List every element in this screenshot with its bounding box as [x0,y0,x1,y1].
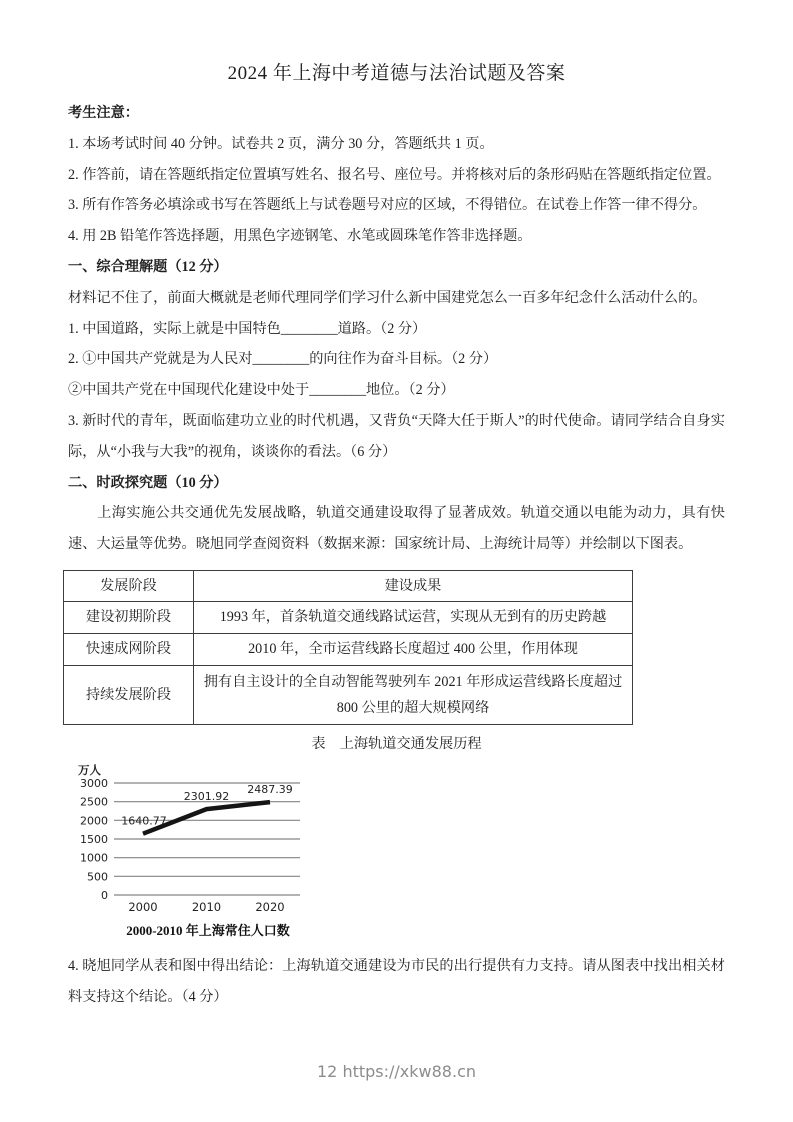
svg-text:2000-2010 年上海常住人口数: 2000-2010 年上海常住人口数 [126,922,290,938]
svg-text:1500: 1500 [80,832,108,846]
svg-text:2010: 2010 [191,899,222,914]
svg-text:2000: 2000 [128,899,158,914]
question-3: 3. 新时代的青年，既面临建功立业的时代机遇，又背负“天降大任于斯人”的时代使命。请同学结合自身实际，从“小我与大我”的视角，谈谈你的看法。（6 分） [68,412,725,460]
page-footer: 12 https://xkw88.cn [317,1062,476,1081]
table-row [64,601,633,633]
section2-intro: 上海实施公共交通优先发展战略，轨道交通建设取得了显著成效。轨道交通以电能为动力，具有快速、大运量等优势。晓旭同学查阅资料（数据来源：国家统计局、上海统计局等）并绘制以下图表。 [68,505,725,553]
page-title: 2024 年上海中考道德与法治试题及答案 [227,63,566,84]
section2-heading: 二、时政探究题（10 分） [68,474,228,491]
svg-text:3000: 3000 [80,776,108,790]
question-2a: 2. ①中国共产党就是为人民对________的向往作为奋斗目标。（2 分） [68,351,498,368]
table-header-stage: 发展阶段 [64,570,194,601]
table-cell-result: 拥有自主设计的全自动智能驾驶列车 2021 年形成运营线路长度超过 800 公里的超大规模网络 [194,665,633,724]
svg-text:2301.92: 2301.92 [183,790,230,804]
development-table [63,570,633,725]
svg-text:万人: 万人 [78,764,101,777]
table-cell-stage: 建设初期阶段 [64,601,194,633]
table-caption: 表 上海轨道交通发展历程 [311,735,482,752]
svg-text:2000: 2000 [80,814,108,828]
table-cell-stage: 快速成网阶段 [64,633,194,665]
svg-text:0: 0 [101,888,108,902]
section1-intro: 材料记不住了，前面大概就是老师代理同学们学习什么新中国建党怎么一百多年纪念什么活动什么的。 [68,289,707,306]
svg-text:2020: 2020 [255,899,285,914]
notice-line-4: 4. 用 2B 铅笔作答选择题，用黑色字迹钢笔、水笔或圆珠笔作答非选择题。 [68,228,532,245]
population-chart-svg [68,759,318,949]
table-cell-stage: 持续发展阶段 [64,665,194,724]
section1-heading: 一、综合理解题（12 分） [68,258,228,275]
question-4: 4. 晓旭同学从表和图中得出结论：上海轨道交通建设为市民的出行提供有力支持。请从图表中找出相关材料支持这个结论。（4 分） [68,957,725,1005]
svg-text:1640.77: 1640.77 [121,814,167,828]
svg-text:1000: 1000 [80,851,108,865]
svg-text:2487.39: 2487.39 [247,783,293,797]
table-header-result: 建设成果 [194,570,633,601]
question-2b: ②中国共产党在中国现代化建设中处于________地位。（2 分） [68,382,455,399]
table-cell-result: 1993 年，首条轨道交通线路试运营，实现从无到有的历史跨越 [194,601,633,633]
svg-text:500: 500 [87,870,108,884]
population-chart [68,759,725,949]
question-1: 1. 中国道路，实际上就是中国特色________道路。（2 分） [68,320,427,337]
notice-line-1: 1. 本场考试时间 40 分钟。试卷共 2 页，满分 30 分，答题纸共 1 页。 [68,135,494,152]
table-row [64,665,633,724]
table-header-row [64,570,633,601]
notice-heading: 考生注意： [68,105,139,121]
notice-line-3: 3. 所有作答务必填涂或书写在答题纸上与试卷题号对应的区域，不得错位。在试卷上作答一律不得分。 [68,197,707,214]
svg-text:2500: 2500 [80,795,108,809]
table-row [64,633,633,665]
table-cell-result: 2010 年，全市运营线路长度超过 400 公里，作用体现 [194,633,633,665]
notice-line-2: 2. 作答前，请在答题纸指定位置填写姓名、报名号、座位号。并将核对后的条形码贴在答题纸指定位置。 [68,166,721,183]
